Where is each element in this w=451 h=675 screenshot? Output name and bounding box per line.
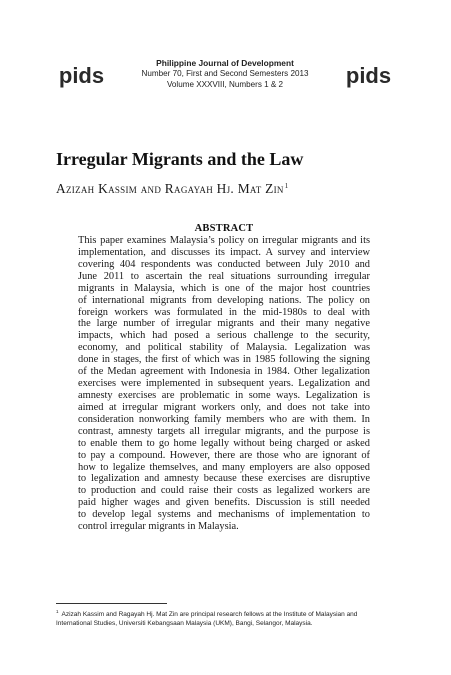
abstract-body xyxy=(78,235,370,533)
article-authors xyxy=(56,178,289,197)
author-footnote-mark: 1 xyxy=(284,182,289,190)
footnote-rule xyxy=(56,603,167,604)
pids-logo-right-text: pids xyxy=(345,64,392,88)
article-title: Irregular Migrants and the Law xyxy=(56,149,304,169)
abstract-line: to production and could raise their costs as legalized workers are xyxy=(78,485,370,497)
footnote xyxy=(56,607,397,628)
abstract-line: aimed at irregular migrant workers only, and does not take into xyxy=(78,401,370,413)
footnote-text-1: Azizah Kassim and Ragayah Hj. Mat Zin are principal research fellows at the Institute of Malaysian and xyxy=(61,611,358,618)
pids-logo-right xyxy=(340,64,397,88)
pids-logo-left-text: pids xyxy=(58,64,105,88)
abstract-line: done in stages, the first of which was in 1985 following the signing xyxy=(78,354,370,366)
abstract-line: the large number of irregular migrants and their many negative xyxy=(78,318,370,330)
abstract-line: paid higher wages and given benefits. Discussion is still needed xyxy=(78,497,370,509)
pids-logo-left xyxy=(53,64,110,88)
abstract-line: implementation, and discusses its impact. A survey and interview xyxy=(78,246,370,258)
abstract-line: impacts, which had posed a serious challenge to the security, xyxy=(78,330,370,342)
pids-logo-right-mark xyxy=(340,64,397,88)
author-names: Azizah Kassim and Ragayah Hj. Mat Zin xyxy=(56,181,284,196)
abstract-line: of international migrants from developing nations. The policy on xyxy=(78,294,370,306)
journal-header xyxy=(125,58,325,90)
abstract-line: foreign workers was formulated in the mid-1980s to deal with xyxy=(78,306,370,318)
journal-volume: Volume XXXVIII, Numbers 1 & 2 xyxy=(166,79,284,89)
abstract-line: how to legalize themselves, and many employers are also opposed xyxy=(78,461,370,473)
pids-logo-left-mark xyxy=(53,64,110,88)
abstract-line: migrants in Malaysia, which is one of the major host countries xyxy=(78,282,370,294)
abstract-heading: ABSTRACT xyxy=(194,223,254,234)
abstract-line: to develop legal systems and mechanisms of implementation to xyxy=(78,509,370,521)
abstract-line: to enable them to go home legally without being charged or asked xyxy=(78,437,370,449)
abstract-line: consideration nonworking family members who are with them. In xyxy=(78,413,370,425)
journal-name: Philippine Journal of Development xyxy=(156,58,294,68)
abstract-line: control irregular migrants in Malaysia. xyxy=(78,521,239,533)
abstract-line: of the Medan agreement with Indonesia in 1984. Other legalization xyxy=(78,366,370,378)
abstract-line: economy, and political stability of Malaysia. Legalization was xyxy=(78,342,370,354)
abstract-line: June 2011 to ascertain the real situations surrounding irregular xyxy=(78,270,370,282)
abstract-line: exercises were implemented in subsequent years. Legalization and xyxy=(78,378,370,390)
abstract-line: covering 404 respondents was conducted between July 2010 and xyxy=(78,258,370,270)
abstract-line: contrast, amnesty targets all irregular migrants, and the purpose is xyxy=(78,425,370,437)
journal-issue: Number 70, First and Second Semesters 2013 xyxy=(141,69,309,78)
footnote-line-1 xyxy=(56,607,397,619)
abstract-line: amnesty exercises are problematic in some ways. Legalization is xyxy=(78,389,370,401)
footnote-mark: 1 xyxy=(56,609,59,614)
abstract-line: to legalization and amnesty because these exercises are disruptive xyxy=(78,473,370,485)
abstract-line: This paper examines Malaysia’s policy on irregular migrants and its xyxy=(78,235,370,246)
footnote-line-2: International Studies, Universiti Kebangsaan Malaysia (UKM), Bangi, Selangor, Malaysia. xyxy=(56,620,313,627)
abstract-line: to pay a compound. However, there are those who are ignorant of xyxy=(78,449,370,461)
